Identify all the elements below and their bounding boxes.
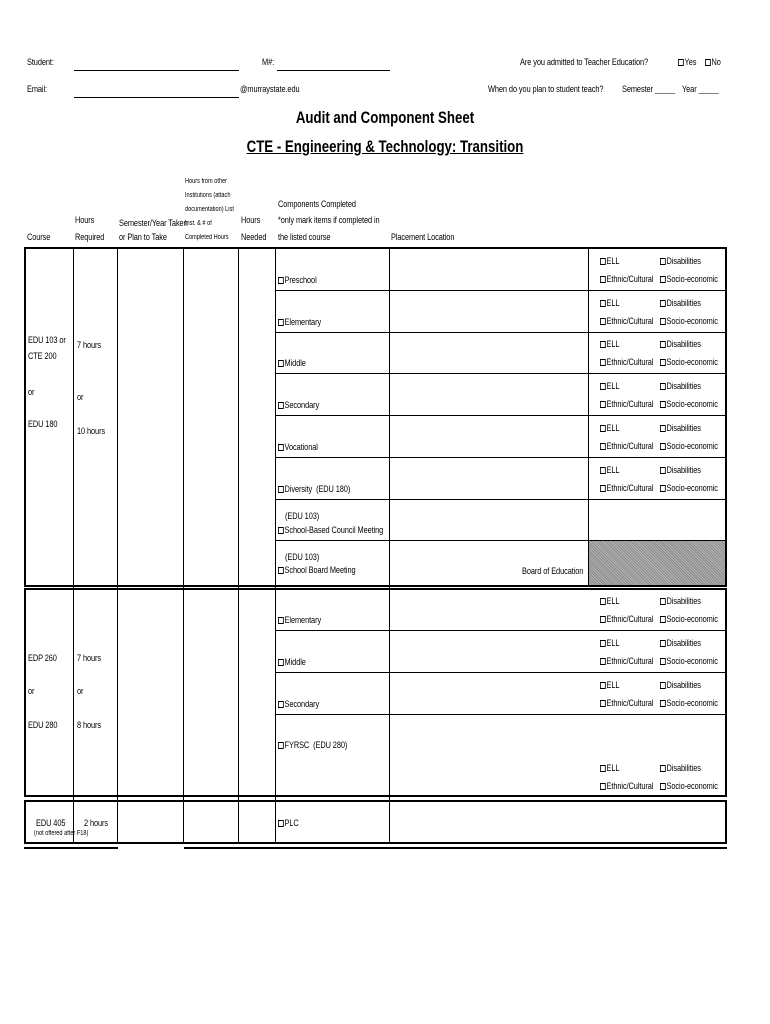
s2-comp-middle[interactable]: Middle (278, 657, 306, 667)
ell-option[interactable]: ELL (600, 298, 619, 308)
vocational-checkbox[interactable] (278, 444, 284, 451)
ell-checkbox[interactable] (600, 765, 606, 772)
socio-economic-option[interactable]: Socio-economic (660, 274, 718, 284)
socio-economic-option[interactable]: Socio-economic (660, 781, 718, 791)
s1-hours-2: 10 hours (77, 426, 106, 436)
socio-economic-checkbox[interactable] (660, 359, 666, 366)
disabilities-option[interactable]: Disabilities (660, 298, 701, 308)
socio-economic-option[interactable]: Socio-economic (660, 656, 718, 666)
socio-economic-checkbox[interactable] (660, 276, 666, 283)
ethnic-cultural-option[interactable]: Ethnic/Cultural (600, 614, 653, 624)
disabilities-option[interactable]: Disabilities (660, 256, 701, 266)
ethnic-cultural-checkbox[interactable] (600, 616, 606, 623)
ell-checkbox[interactable] (600, 258, 606, 265)
semester-field[interactable]: Semester _____ (622, 84, 676, 94)
col-other-4: Inst. & # of (185, 220, 212, 227)
col-needed-1: Hours (241, 215, 261, 225)
s1-or-2: or (77, 392, 84, 402)
socio-economic-option[interactable]: Socio-economic (660, 357, 718, 367)
disabilities-option[interactable]: Disabilities (660, 596, 701, 606)
m-number-field[interactable] (277, 70, 390, 71)
disabilities-checkbox[interactable] (660, 300, 666, 307)
col-other-5: Completed Hours (185, 234, 229, 241)
s1-comp-board[interactable]: School Board Meeting (278, 565, 356, 575)
disabilities-checkbox[interactable] (660, 341, 666, 348)
ell-option[interactable]: ELL (600, 339, 619, 349)
ell-option[interactable]: ELL (600, 423, 619, 433)
ethnic-cultural-option[interactable]: Ethnic/Cultural (600, 399, 653, 409)
email-domain: @murraystate.edu (240, 84, 300, 94)
ell-checkbox[interactable] (600, 640, 606, 647)
socio-economic-checkbox[interactable] (660, 658, 666, 665)
socio-economic-checkbox[interactable] (660, 783, 666, 790)
col-components-3: the listed course (278, 232, 331, 242)
ethnic-cultural-checkbox[interactable] (600, 783, 606, 790)
socio-economic-checkbox[interactable] (660, 485, 666, 492)
s2-comp-fyrsc[interactable]: FYRSC (EDU 280) (278, 740, 347, 750)
socio-economic-checkbox[interactable] (660, 700, 666, 707)
ell-option[interactable]: ELL (600, 763, 619, 773)
year-field[interactable]: Year _____ (682, 84, 719, 94)
ell-option[interactable]: ELL (600, 465, 619, 475)
col-hours-required-2: Required (75, 232, 105, 242)
col-components-2: *only mark items if completed in (278, 215, 380, 225)
col-placement: Placement Location (391, 232, 455, 242)
middle-checkbox[interactable] (278, 360, 284, 367)
disabilities-checkbox[interactable] (660, 765, 666, 772)
ethnic-cultural-option[interactable]: Ethnic/Cultural (600, 656, 653, 666)
ethnic-cultural-option[interactable]: Ethnic/Cultural (600, 483, 653, 493)
ell-option[interactable]: ELL (600, 381, 619, 391)
s2-hours-1: 7 hours (77, 653, 102, 663)
council-note: (EDU 103) (285, 511, 320, 521)
student-label: Student: (27, 57, 54, 67)
main-title: Audit and Component Sheet (295, 108, 475, 127)
ethnic-cultural-option[interactable]: Ethnic/Cultural (600, 274, 653, 284)
ethnic-cultural-checkbox[interactable] (600, 359, 606, 366)
council-checkbox[interactable] (278, 527, 284, 534)
col-other-3: documentation) List (185, 206, 234, 213)
disabilities-checkbox[interactable] (660, 258, 666, 265)
ethnic-cultural-checkbox[interactable] (600, 401, 606, 408)
col-semester-1: Semester/Year Taken (119, 218, 188, 228)
yes-checkbox[interactable] (678, 59, 684, 66)
ell-checkbox[interactable] (600, 341, 606, 348)
board-checkbox[interactable] (278, 567, 284, 574)
col-semester-2: or Plan to Take (119, 232, 167, 242)
ell-checkbox[interactable] (600, 383, 606, 390)
s1-or-1: or (28, 387, 35, 397)
s3-note: (not offered after F18) (34, 830, 89, 837)
col-hours-required-1: Hours (75, 215, 95, 225)
disabilities-option[interactable]: Disabilities (660, 638, 701, 648)
s2-elementary-checkbox[interactable] (278, 617, 284, 624)
s2-or-1: or (28, 686, 35, 696)
ethnic-cultural-checkbox[interactable] (600, 276, 606, 283)
disabilities-option[interactable]: Disabilities (660, 423, 701, 433)
ell-option[interactable]: ELL (600, 680, 619, 690)
s1-comp-council[interactable]: School-Based Council Meeting (278, 525, 383, 535)
disabilities-option[interactable]: Disabilities (660, 763, 701, 773)
student-name-field[interactable] (74, 70, 239, 71)
socio-economic-option[interactable]: Socio-economic (660, 483, 718, 493)
ell-checkbox[interactable] (600, 300, 606, 307)
s2-course-1: EDP 260 (28, 653, 57, 663)
ethnic-cultural-checkbox[interactable] (600, 443, 606, 450)
s2-course-2: EDU 280 (28, 720, 58, 730)
disabilities-checkbox[interactable] (660, 383, 666, 390)
no-checkbox[interactable] (705, 59, 711, 66)
col-course: Course (27, 232, 51, 242)
disabilities-option[interactable]: Disabilities (660, 680, 701, 690)
student-teach-question: When do you plan to student teach? (488, 84, 604, 94)
s1-course-3: EDU 180 (28, 419, 58, 429)
board-note: (EDU 103) (285, 552, 320, 562)
disabilities-checkbox[interactable] (660, 682, 666, 689)
shaded-cell (589, 541, 725, 585)
disabilities-option[interactable]: Disabilities (660, 339, 701, 349)
yes-option[interactable]: Yes (678, 57, 696, 67)
socio-economic-option[interactable]: Socio-economic (660, 698, 718, 708)
socio-economic-option[interactable]: Socio-economic (660, 316, 718, 326)
disabilities-checkbox[interactable] (660, 425, 666, 432)
ethnic-cultural-checkbox[interactable] (600, 485, 606, 492)
s3-comp-plc[interactable]: PLC (278, 818, 299, 828)
ethnic-cultural-option[interactable]: Ethnic/Cultural (600, 781, 653, 791)
ell-option[interactable]: ELL (600, 256, 619, 266)
plc-checkbox[interactable] (278, 820, 284, 827)
s3-hours: 2 hours (84, 818, 109, 828)
preschool-checkbox[interactable] (278, 277, 284, 284)
ethnic-cultural-checkbox[interactable] (600, 658, 606, 665)
s2-middle-checkbox[interactable] (278, 659, 284, 666)
socio-economic-checkbox[interactable] (660, 616, 666, 623)
board-of-education: Board of Education (522, 566, 584, 576)
s1-comp-secondary[interactable]: Secondary (278, 400, 319, 410)
socio-economic-checkbox[interactable] (660, 401, 666, 408)
ell-option[interactable]: ELL (600, 638, 619, 648)
s1-comp-diversity[interactable]: Diversity (EDU 180) (278, 484, 350, 494)
socio-economic-option[interactable]: Socio-economic (660, 441, 718, 451)
ell-checkbox[interactable] (600, 467, 606, 474)
socio-economic-option[interactable]: Socio-economic (660, 614, 718, 624)
s1-comp-middle[interactable]: Middle (278, 358, 306, 368)
ell-checkbox[interactable] (600, 682, 606, 689)
disabilities-option[interactable]: Disabilities (660, 465, 701, 475)
col-components-1: Components Completed (278, 199, 356, 209)
s2-hours-2: 8 hours (77, 720, 102, 730)
ethnic-cultural-option[interactable]: Ethnic/Cultural (600, 441, 653, 451)
s2-comp-secondary[interactable]: Secondary (278, 699, 319, 709)
col-other-2: Institutions (attach (185, 192, 231, 199)
col-other-1: Hours from other (185, 178, 228, 185)
ethnic-cultural-checkbox[interactable] (600, 318, 606, 325)
disabilities-checkbox[interactable] (660, 467, 666, 474)
disabilities-checkbox[interactable] (660, 598, 666, 605)
admitted-question: Are you admitted to Teacher Education? (520, 57, 649, 67)
email-label: Email: (27, 84, 48, 94)
disabilities-option[interactable]: Disabilities (660, 381, 701, 391)
ethnic-cultural-option[interactable]: Ethnic/Cultural (600, 698, 653, 708)
m-number-label: M#: (262, 57, 275, 67)
secondary-checkbox[interactable] (278, 402, 284, 409)
ell-checkbox[interactable] (600, 425, 606, 432)
s1-hours-1: 7 hours (77, 340, 102, 350)
s1-comp-elementary[interactable]: Elementary (278, 317, 321, 327)
email-field[interactable] (74, 97, 239, 98)
s2-comp-elementary[interactable]: Elementary (278, 615, 321, 625)
socio-economic-option[interactable]: Socio-economic (660, 399, 718, 409)
s1-comp-preschool[interactable]: Preschool (278, 275, 317, 285)
socio-economic-checkbox[interactable] (660, 443, 666, 450)
fyrsc-note: (EDU 280) (313, 740, 348, 750)
col-needed-2: Needed (241, 232, 267, 242)
s1-course-1: EDU 103 or (28, 335, 66, 345)
ethnic-cultural-checkbox[interactable] (600, 700, 606, 707)
ethnic-cultural-option[interactable]: Ethnic/Cultural (600, 316, 653, 326)
fyrsc-checkbox[interactable] (278, 742, 284, 749)
s3-course: EDU 405 (36, 818, 66, 828)
diversity-checkbox[interactable] (278, 486, 284, 493)
disabilities-checkbox[interactable] (660, 640, 666, 647)
s1-comp-vocational[interactable]: Vocational (278, 442, 318, 452)
s1-course-2: CTE 200 (28, 351, 57, 361)
ell-option[interactable]: ELL (600, 596, 619, 606)
diversity-note: (EDU 180) (316, 484, 351, 494)
elementary-checkbox[interactable] (278, 319, 284, 326)
socio-economic-checkbox[interactable] (660, 318, 666, 325)
ell-checkbox[interactable] (600, 598, 606, 605)
s2-secondary-checkbox[interactable] (278, 701, 284, 708)
s2-or-2: or (77, 686, 84, 696)
ethnic-cultural-option[interactable]: Ethnic/Cultural (600, 357, 653, 367)
sub-title: CTE - Engineering & Technology: Transition (246, 137, 524, 156)
no-option[interactable]: No (705, 57, 721, 67)
